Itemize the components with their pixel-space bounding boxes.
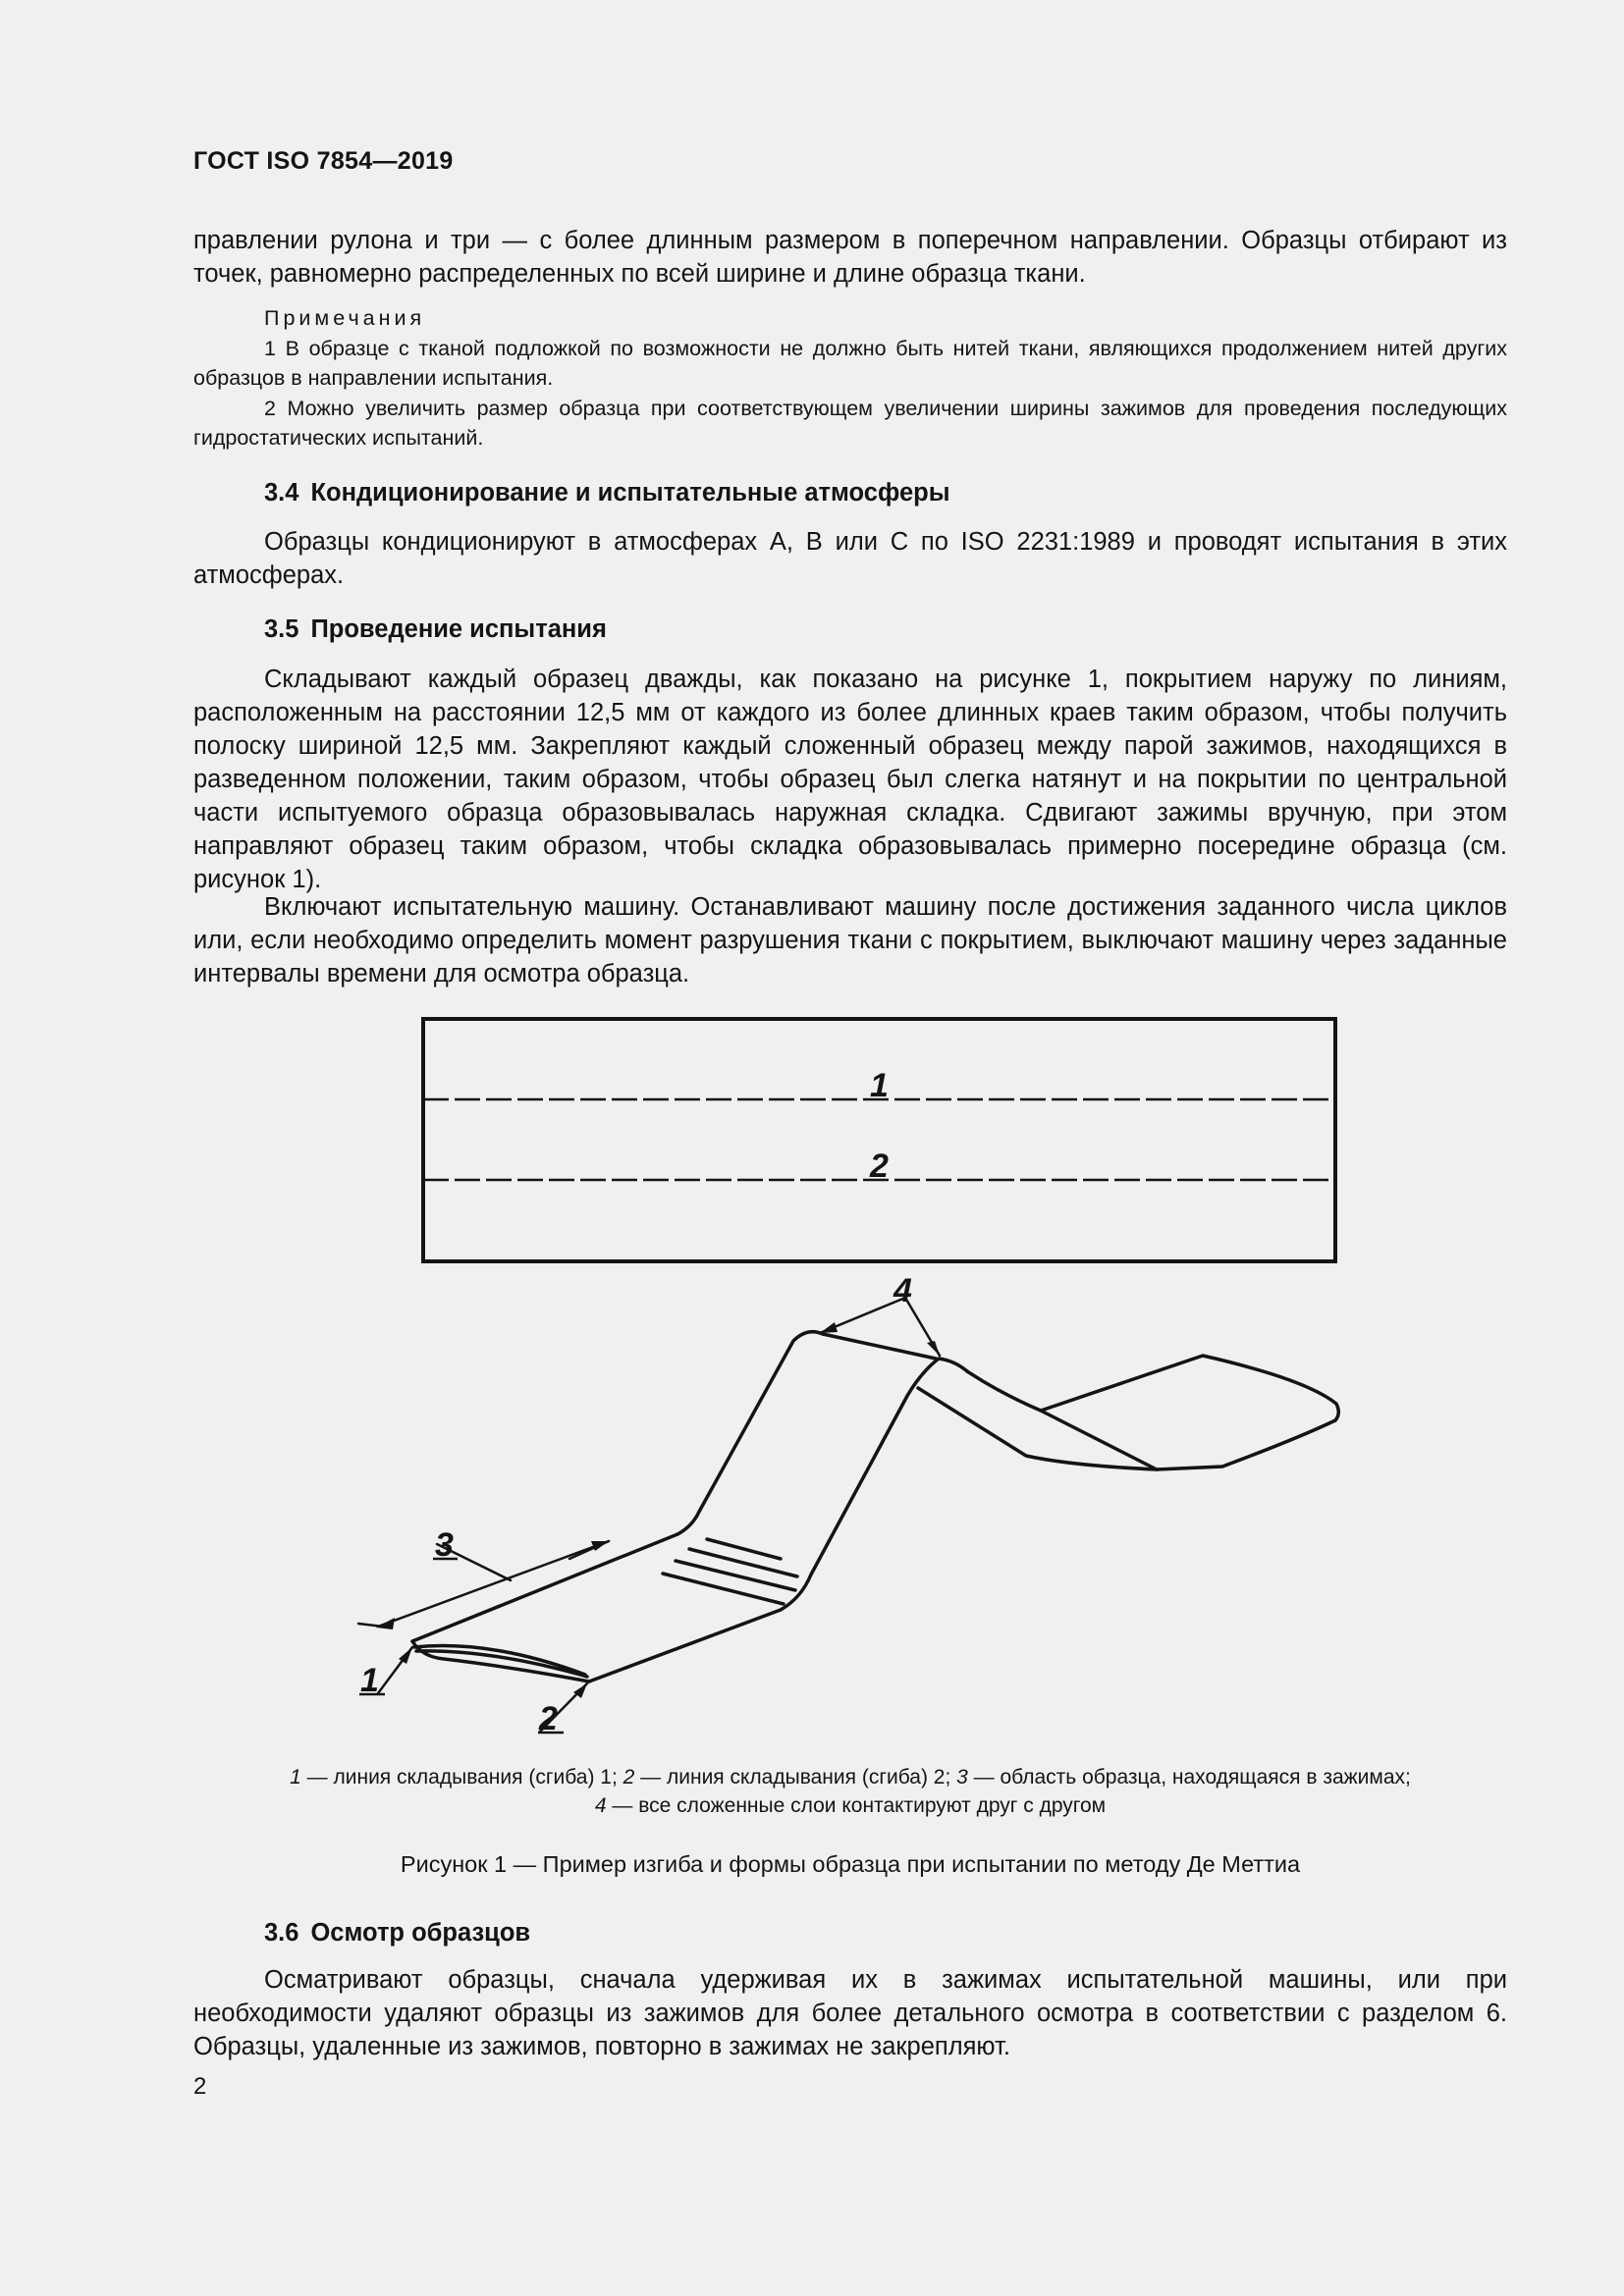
legend-line-1 [193,1763,1507,1791]
legend-text: — область образца, находящаяся в зажимах; [967,1766,1411,1789]
section-title: Кондиционирование и испытательные атмосферы [310,479,950,507]
legend-text: — линия складывания (сгиба) 2; [634,1766,957,1789]
note-1: 1 В образце с тканой подложкой по возможности не должно быть нитей ткани, являющихся продолжением нитей других образцов в направлении испытания. [193,337,1507,390]
legend-text: — все сложенные слои контактируют друг с другом [606,1794,1107,1817]
section-3-5-paragraph-2: Включают испытательную машину. Останавливают машину после достижения заданного числа циклов или, если необходимо определить момент разрушения ткани с покрытием, выключают машину через заданные интервалы времени для осмотра образца. [193,893,1507,988]
section-3-6-paragraph: Осматривают образцы, сначала удерживая их в зажимах испытательной машины, или при необходимости удаляют образцы из зажимов для более детального осмотра в соответствии с разделом 6. Образцы, удаленные из зажимов, повторно в зажимах не закрепляют. [193,1966,1507,2060]
section-title: Осмотр образцов [310,1919,531,1947]
notes-title: Примечания [264,306,426,330]
section-3-6-heading [264,1919,530,1948]
document-header: ГОСТ ISO 7854—2019 [193,147,454,175]
fig-label-1: 1 [360,1662,379,1699]
figure-legend [193,1763,1507,1820]
fig-label-1-flat: 1 [870,1067,889,1104]
page-number: 2 [193,2073,207,2100]
intro-paragraph: правлении рулона и три — с более длинным размером в поперечном направлении. Образцы отбирают из точек, равномерно распределенных по всей ширине и длине образца ткани. [193,227,1507,288]
section-title: Проведение испытания [310,615,607,643]
flat-specimen-rect [423,1019,1335,1261]
legend-num: 4 [594,1794,607,1817]
fig-label-2: 2 [539,1700,558,1737]
legend-num: 1 [290,1766,301,1789]
fig-label-4: 4 [893,1272,912,1309]
legend-text: — линия складывания (сгиба) 1; [300,1766,623,1789]
fig-label-3: 3 [435,1526,454,1564]
arrowheads [376,1322,940,1698]
section-number: 3.5 [264,615,299,643]
section-number: 3.4 [264,479,299,507]
section-3-4-paragraph: Образцы кондиционируют в атмосферах А, В или С по ISO 2231:1989 и проводят испытания в этих атмосферах. [193,528,1507,589]
legend-line-2 [193,1791,1507,1820]
legend-num: 3 [956,1766,968,1789]
section-3-5-paragraph-1: Складывают каждый образец дважды, как показано на рисунке 1, покрытием наружу по линиям, расположенным на расстоянии 12,5 мм от каждого из более длинных краев таким образом, чтобы получить полоску шириной 12,5 мм. Закрепляют каждый сложенный образец между парой зажимов, находящихся в разведенном положении, таким образом, чтобы образец был слегка натянут и на покрытии по центральной части испытуемого образца образовывалась наружная складка. Сдвигают зажимы вручную, при этом направляют образец таким образом, чтобы складка образовывалась примерно посередине образца (см. рисунок 1). [193,666,1507,893]
section-number: 3.6 [264,1919,299,1947]
figure-caption: Рисунок 1 — Пример изгиба и формы образца при испытании по методу Де Меттиа [400,1851,1301,1877]
folded-specimen-drawing [358,1298,1338,1732]
legend-num: 2 [623,1766,635,1789]
fig-label-2-flat: 2 [870,1148,889,1185]
note-2: 2 Можно увеличить размер образца при соответствующем увеличении ширины зажимов для проведения последующих гидростатических испытаний. [193,397,1507,450]
